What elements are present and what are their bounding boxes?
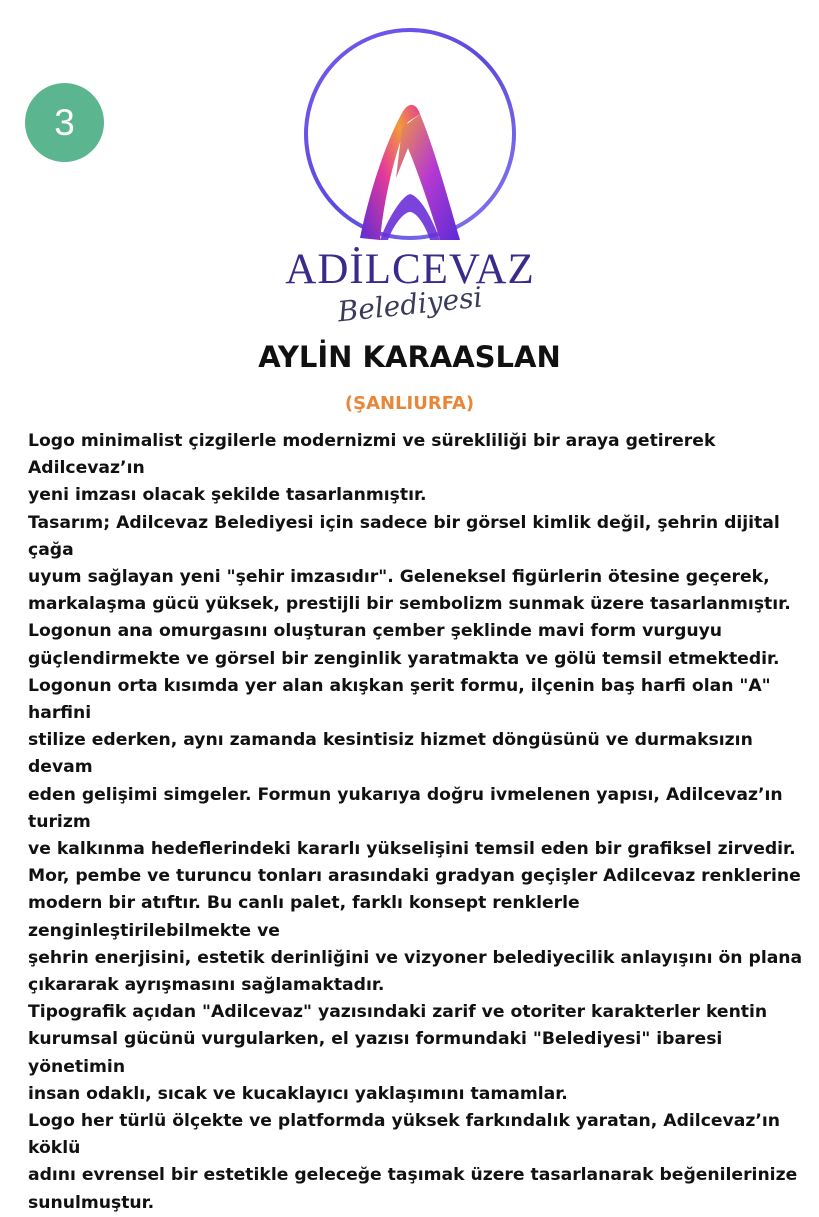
author-city: (ŞANLIURFA)	[344, 393, 475, 414]
logo-script-text: Belediyesi	[336, 280, 484, 329]
logo-brand-text: ADİLCEVAZ	[285, 246, 535, 293]
description-text: Logo minimalist çizgilerle modernizmi ve sürekliliği bir araya getirerek Adilcevaz’ın yeni imzası olacak şekilde tasarlanmıştır. Tasarım; Adilcevaz Belediyesi için sadece bir görsel kimlik değil, şehrin dijital çağa uyum sağlayan yeni "şehir imzasıdır". Geleneksel figürlerin ötesine geçerek, markalaşma gücü yüksek, prestijli bir sembolizm sunmak üzere tasarlanmıştır. Logonun ana omurgasını oluşturan çember şeklinde mavi form vurguyu güçlendirmekte ve görsel bir zenginlik yaratmakta ve gölü temsil etmektedir. Logonun orta kısımda yer alan akışkan şerit formu, ilçenin baş harfi olan "A" harfini stilize ederken, aynı zamanda kesintisiz hizmet döngüsünü ve durmaksızın devam eden gelişimi simgeler. Formun yukarıya doğru ivmelenen yapısı, Adilcevaz’ın turizm ve kalkınma hedeflerindeki kararlı yükselişini temsil eden bir grafiksel zirvedir. Mor, pembe ve turuncu tonları arasındaki gradyan geçişler Adilcevaz renklerine modern bir atıftır. Bu canlı palet, farklı konsept renklerle zenginleştirilebilmekte ve şehrin enerjisini, estetik derinliğini ve vizyoner belediyecilik anlayışını ön plana çıkararak ayrışmasını sağlamaktadır. Tipografik açıdan "Adilcevaz" yazısındaki zarif ve otoriter karakterler kentin kurumsal gücünü vurgularken, el yazısı formundaki "Belediyesi" ibaresi yönetimin insan odaklı, sıcak ve kucaklayıcı yaklaşımını tamamlar. Logo her türlü ölçekte ve platformda yüksek farkındalık yaratan, Adilcevaz’ın köklü adını evrensel bir estetikle geleceğe taşımak üzere tasarlanarak beğenilerinize sunulmuştur.	[28, 431, 803, 1213]
number-badge: 3	[25, 83, 104, 162]
author-name: AYLİN KARAASLAN	[258, 340, 561, 374]
